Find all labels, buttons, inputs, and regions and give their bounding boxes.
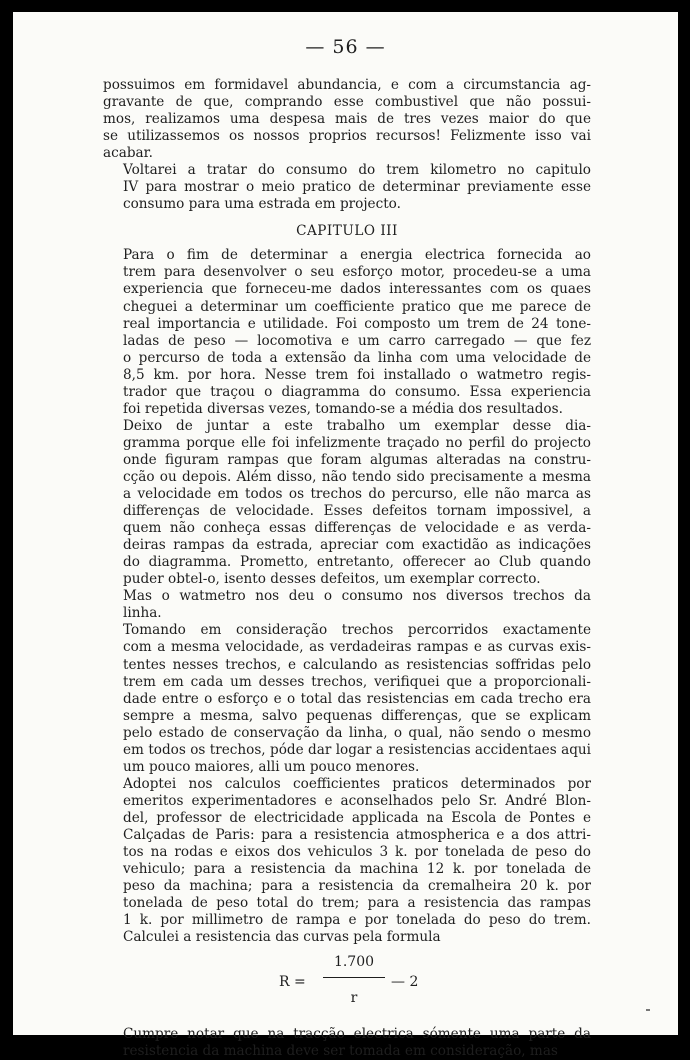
text-line: tos na rodas e eixos dos vehiculos 3 k. por tonelada de peso do bbox=[123, 844, 591, 861]
text-line: deiras rampas da estrada, apreciar com exactidão as indicações bbox=[123, 537, 591, 554]
text-line: Cumpre notar que na tracção electrica sómente uma parte da bbox=[123, 1026, 591, 1043]
paragraph-voltarei bbox=[103, 162, 591, 213]
text-line: gramma porque elle foi infelizmente traçado no perfil do projecto bbox=[123, 434, 591, 451]
text-line: Voltarei a tratar do consumo do trem kilometro no capitulo bbox=[123, 162, 591, 179]
text-line: quem não conheça essas differenças de velocidade e as verda- bbox=[123, 520, 591, 537]
text-line: del, professor de electricidade applicada na Escola de Pontes e bbox=[123, 809, 591, 826]
text-line: vehiculo; para a resistencia da machina 12 k. por tonelada de bbox=[123, 861, 591, 878]
text-line: puder obtel-o, isento desses defeitos, um exemplar correcto. bbox=[123, 571, 541, 588]
paragraph-intro bbox=[103, 77, 591, 162]
chapter-title: CAPITULO III bbox=[296, 223, 398, 240]
text-line: Calculei a resistencia das curvas pela formula bbox=[123, 929, 441, 946]
text-line: experiencia que forneceu-me dados interessantes com os quaes bbox=[123, 281, 591, 298]
paragraph-diagramma bbox=[103, 418, 591, 588]
text-line: o percurso de toda a extensão da linha com uma velocidade de bbox=[123, 349, 591, 366]
text-line: Calçadas de Paris: para a resistencia atmospherica e a dos attri- bbox=[123, 826, 591, 843]
text-line: gravante de que, comprando esse combustivel que não possui- bbox=[103, 94, 591, 111]
text-line: se utilizassemos os nossos proprios recursos! Felizmente isso vai bbox=[103, 128, 591, 145]
text-line: dade entre o esforço e o total das resistencias em cada trecho era bbox=[123, 690, 591, 707]
text-line: tonelada de peso total do trem; para a resistencia das rampas bbox=[123, 895, 591, 912]
fraction-bar bbox=[323, 977, 385, 978]
text-line: acabar. bbox=[103, 145, 153, 162]
text-line: trem em cada um desses trechos, verifiquei que a proporcionali- bbox=[123, 673, 591, 690]
paragraph-coefficientes bbox=[103, 776, 591, 946]
text-line: IV para mostrar o meio pratico de determinar previamente esse bbox=[123, 179, 591, 196]
text-line: real importancia e utilidade. Foi composto um trem de 24 tone- bbox=[123, 315, 591, 332]
body-text bbox=[103, 77, 591, 1060]
text-line: Tomando em consideração trechos percorridos exactamente bbox=[123, 622, 591, 639]
scan-speck bbox=[646, 1009, 650, 1011]
text-line: 1 k. por millimetro de rampa e por tonelada do peso do trem. bbox=[123, 912, 591, 929]
text-line: peso da machina; para a resistencia da cremalheira 20 k. por bbox=[123, 878, 591, 895]
text-line: do diagramma. Prometto, entretanto, offerecer ao Club quando bbox=[123, 554, 591, 571]
page-number: — 56 — bbox=[305, 36, 386, 58]
curve-resistance-formula bbox=[103, 954, 591, 1016]
formula-rhs: — 2 bbox=[391, 974, 419, 991]
text-line: consumo para uma estrada em projecto. bbox=[123, 196, 401, 213]
text-line: resistencia da machina deve ser tomada em consideração, mas bbox=[123, 1043, 558, 1060]
formula-lhs: R = bbox=[279, 974, 306, 991]
text-line: sempre a mesma, salvo pequenas differenças, que se explicam bbox=[123, 707, 591, 724]
text-line: Mas o watmetro nos deu o consumo nos diversos trechos da bbox=[123, 588, 591, 605]
scanned-page bbox=[13, 12, 678, 1060]
paragraph-experiencia bbox=[103, 247, 591, 417]
text-line: Para o fim de determinar a energia electrica fornecida ao bbox=[123, 247, 591, 264]
text-line: possuimos em formidavel abundancia, e com a circumstancia ag- bbox=[103, 77, 591, 93]
text-line: ladas de peso — locomotiva e um carro carregado — que fez bbox=[123, 332, 591, 349]
text-line: um pouco maiores, alli um pouco menores. bbox=[123, 758, 420, 775]
text-line: trem para desenvolver o seu esforço motor, procedeu-se a uma bbox=[123, 264, 591, 281]
text-line: emeritos experimentadores e aconselhados pelo Sr. André Blon- bbox=[123, 792, 591, 809]
text-line: differenças de velocidade. Esses defeitos tornam impossivel, a bbox=[123, 503, 591, 520]
formula-numerator: 1.700 bbox=[333, 954, 375, 971]
text-line: 8,5 km. por hora. Nesse trem foi installado o watmetro regis- bbox=[123, 366, 591, 383]
text-line: mos, realizamos uma despesa mais de tres vezes maior do que bbox=[103, 111, 591, 128]
text-line: Deixo de juntar a este trabalho um exemplar desse dia- bbox=[123, 417, 591, 434]
paragraph-trechos bbox=[103, 622, 591, 775]
text-line: cheguei a determinar um coefficiente pratico que me parece de bbox=[123, 298, 591, 315]
text-line: cção ou depois. Além disso, não tendo sido precisamente a mesma bbox=[123, 468, 591, 485]
formula-fraction bbox=[323, 954, 385, 1006]
text-line: linha. bbox=[123, 605, 162, 622]
text-line: com a mesma velocidade, as verdadeiras rampas e as curvas exis- bbox=[123, 639, 591, 656]
text-line: pelo estado de conservação da linha, o qual, não sendo o mesmo bbox=[123, 724, 591, 741]
text-line: trador que traçou o diagramma do consumo. Essa experiencia bbox=[123, 383, 591, 400]
paragraph-traccao bbox=[103, 1026, 591, 1060]
text-line: onde figuram rampas que foram algumas alteradas na constru- bbox=[123, 451, 591, 468]
text-line: foi repetida diversas vezes, tomando-se a média dos resultados. bbox=[123, 400, 563, 417]
text-line: tentes nesses trechos, e calculando as resistencias soffridas pelo bbox=[123, 656, 591, 673]
paragraph-watmetro bbox=[103, 588, 591, 622]
text-line: Adoptei nos calculos coefficientes praticos determinados por bbox=[123, 775, 591, 792]
text-line: a velocidade em todos os trechos do percurso, elle não marca as bbox=[123, 486, 591, 503]
formula-denominator: r bbox=[350, 990, 358, 1007]
text-line: em todos os trechos, póde dar logar a resistencias accidentaes aqui bbox=[123, 741, 591, 758]
